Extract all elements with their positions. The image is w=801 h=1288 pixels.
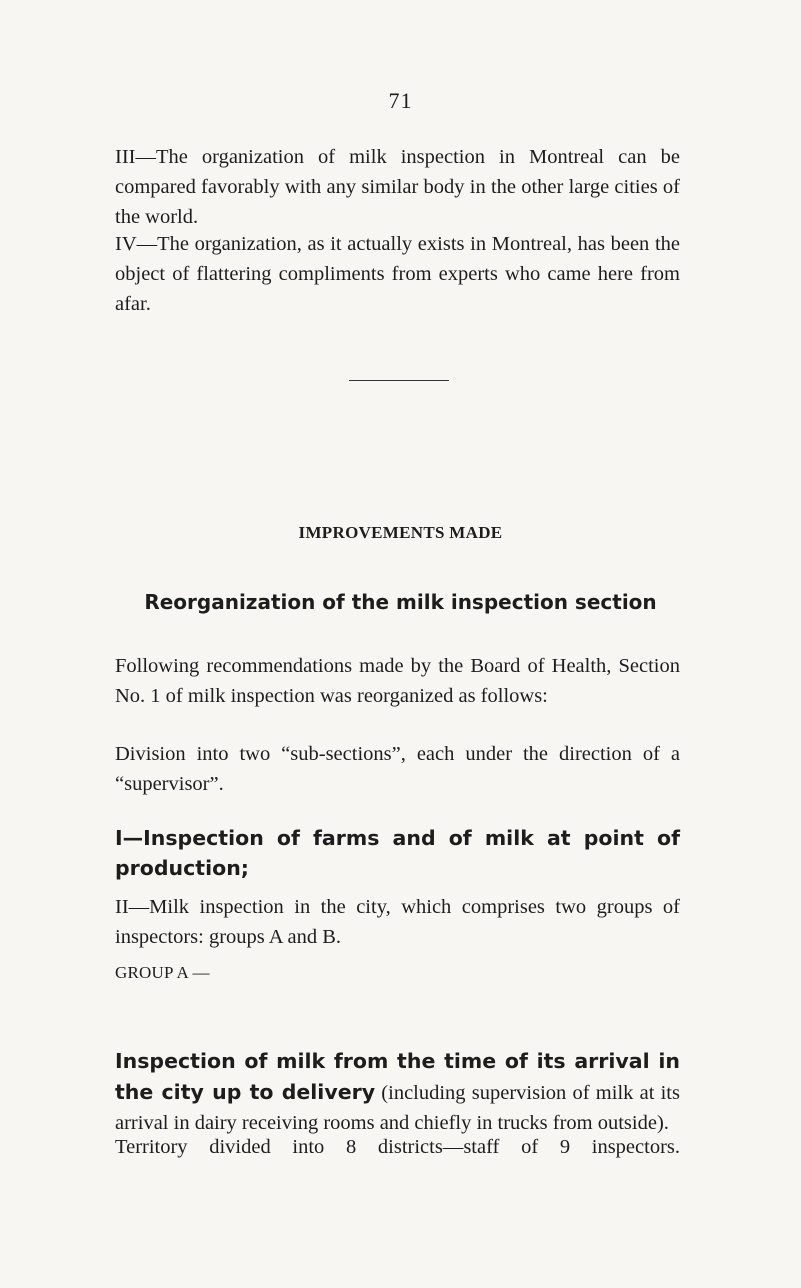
group-a-label: GROUP A — (115, 963, 210, 982)
section-divider (349, 380, 449, 381)
paragraph-division: Division into two “sub-sections”, each under the direction of a “supervisor”. (115, 743, 680, 795)
paragraph-iii: III—The organization of milk inspection in Montreal can be compared favorably with any similar body in the other large cities of the world. (115, 146, 680, 228)
item-i: I—Inspection of farms and of milk at point of production; (115, 826, 680, 880)
page-number: 71 (388, 88, 413, 113)
group-a-bold-lead: Inspection of milk from the time of its arrival in the city up to delivery (115, 1049, 680, 1104)
item-ii: II—Milk inspection in the city, which comprises two groups of inspectors: groups A and B. (115, 896, 680, 948)
section-subtitle: Reorganization of the milk inspection section (144, 590, 657, 614)
paragraph-iv: IV—The organization, as it actually exists in Montreal, has been the object of flattering compliments from experts who came here from afar. (115, 233, 680, 315)
group-a-rest: (including supervision of milk at its arrival in dairy receiving rooms and chiefly in trucks from outside). (115, 1082, 680, 1134)
section-title: IMPROVEMENTS MADE (298, 523, 503, 542)
group-a-description (115, 1046, 680, 1138)
paragraph-following: Following recommendations made by the Board of Health, Section No. 1 of milk inspection was reorganized as follows: (115, 655, 680, 707)
territory-line: Territory divided into 8 districts—staff of 9 inspectors. (115, 1136, 680, 1158)
